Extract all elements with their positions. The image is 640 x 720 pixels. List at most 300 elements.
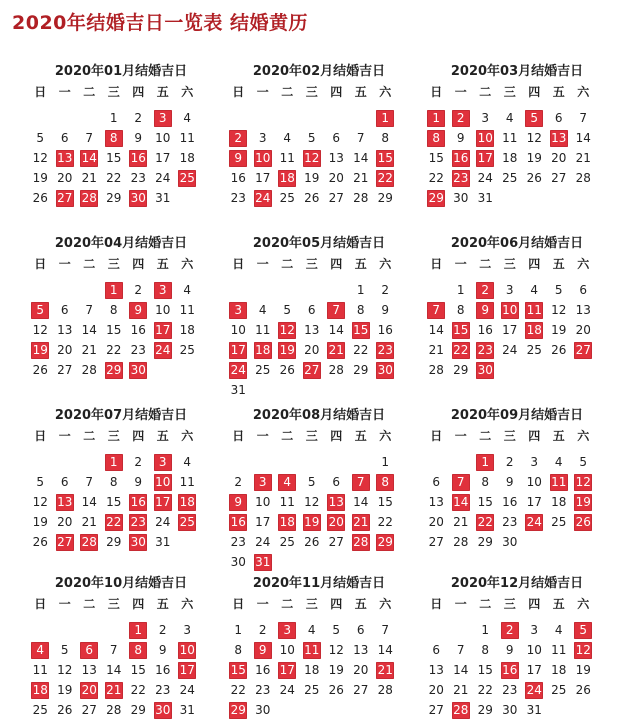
day-number: 28 [575, 170, 591, 185]
auspicious-day [175, 168, 200, 188]
auspicious-day [175, 640, 200, 660]
weekday-label: 一 [256, 85, 269, 99]
auspicious-day [473, 360, 498, 380]
weekday-label: 三 [107, 85, 120, 99]
auspicious-day [424, 128, 449, 148]
day-number: 14 [575, 130, 591, 145]
day-number: 2 [134, 454, 143, 469]
auspicious-day [226, 700, 251, 720]
day-cell [226, 680, 251, 700]
empty-cell [300, 552, 325, 572]
empty-cell [424, 452, 449, 472]
day-number: 10 [255, 494, 271, 509]
day-cell [424, 640, 449, 660]
day-number: 3 [254, 474, 272, 491]
day-number: 1 [376, 110, 394, 127]
day-cell [275, 148, 300, 168]
day-cell [175, 108, 200, 128]
day-number: 5 [525, 110, 543, 127]
month-title: 2020年04月结婚吉日 [54, 236, 188, 251]
day-cell [77, 360, 102, 380]
day-number: 4 [183, 454, 192, 469]
day-cell [151, 168, 176, 188]
weekday-label: 四 [528, 429, 541, 443]
auspicious-day [126, 188, 151, 208]
day-number: 17 [279, 662, 295, 677]
day-cell [571, 320, 596, 340]
day-cell [473, 680, 498, 700]
day-cell [275, 360, 300, 380]
day-number: 26 [279, 362, 295, 377]
weekday-label: 三 [107, 429, 120, 443]
week-row [424, 340, 610, 360]
day-cell [324, 188, 349, 208]
day-number: 23 [230, 534, 246, 549]
day-number: 24 [155, 514, 171, 529]
auspicious-day [28, 680, 53, 700]
auspicious-day [522, 300, 547, 320]
day-number: 31 [155, 190, 171, 205]
day-number: 8 [427, 130, 445, 147]
day-cell [324, 472, 349, 492]
day-cell [424, 472, 449, 492]
day-number: 7 [579, 110, 588, 125]
weekday-label: 四 [528, 597, 541, 611]
empty-cell [547, 188, 572, 208]
day-cell [28, 320, 53, 340]
day-number: 20 [328, 170, 344, 185]
day-number: 22 [106, 342, 122, 357]
day-number: 6 [60, 302, 69, 317]
day-number: 17 [255, 514, 271, 529]
day-number: 28 [328, 362, 344, 377]
day-number: 27 [57, 534, 73, 549]
week-row [226, 700, 412, 720]
day-number: 19 [575, 662, 591, 677]
day-number: 21 [81, 170, 97, 185]
day-number: 8 [129, 642, 147, 659]
week-row [28, 188, 214, 208]
day-cell [498, 148, 523, 168]
day-cell [251, 700, 276, 720]
day-number: 6 [432, 474, 441, 489]
empty-cell [324, 280, 349, 300]
day-number: 1 [105, 282, 123, 299]
weekday-label: 日 [34, 429, 47, 443]
day-cell [53, 360, 78, 380]
auspicious-day [373, 148, 398, 168]
day-cell [102, 300, 127, 320]
day-number: 31 [230, 382, 246, 397]
weekday-header [28, 426, 214, 446]
day-number: 7 [452, 474, 470, 491]
day-number: 11 [551, 642, 567, 657]
day-cell [473, 640, 498, 660]
day-cell [449, 660, 474, 680]
day-number: 16 [477, 322, 493, 337]
day-number: 5 [579, 454, 588, 469]
day-number: 30 [230, 554, 246, 569]
day-cell [102, 660, 127, 680]
day-number: 19 [551, 322, 567, 337]
day-number: 26 [32, 534, 48, 549]
day-number: 30 [130, 362, 146, 377]
day-number: 7 [327, 302, 345, 319]
day-cell [324, 320, 349, 340]
auspicious-day [77, 532, 102, 552]
week-row [28, 108, 214, 128]
day-cell [424, 512, 449, 532]
day-number: 1 [427, 110, 445, 127]
month-calendar [28, 406, 214, 552]
day-cell [102, 188, 127, 208]
day-cell [373, 452, 398, 472]
week-row [226, 148, 412, 168]
day-cell [126, 280, 151, 300]
day-cell [300, 660, 325, 680]
day-cell [77, 340, 102, 360]
day-number: 10 [155, 302, 171, 317]
day-cell [522, 492, 547, 512]
day-cell [226, 188, 251, 208]
week-row [226, 620, 412, 640]
day-number: 25 [279, 534, 295, 549]
empty-cell [349, 700, 374, 720]
weekday-label: 一 [454, 429, 467, 443]
week-row [28, 148, 214, 168]
empty-cell [28, 280, 53, 300]
day-cell [275, 532, 300, 552]
day-number: 23 [130, 514, 146, 529]
day-cell [77, 660, 102, 680]
auspicious-day [53, 148, 78, 168]
day-cell [547, 280, 572, 300]
day-number: 30 [130, 190, 146, 205]
day-grid [424, 452, 610, 552]
day-cell [424, 680, 449, 700]
day-number: 16 [230, 170, 246, 185]
day-number: 12 [57, 662, 73, 677]
empty-cell [275, 452, 300, 472]
auspicious-day [449, 168, 474, 188]
day-number: 28 [106, 702, 122, 717]
day-cell [449, 640, 474, 660]
day-cell [226, 532, 251, 552]
day-number: 1 [456, 282, 465, 297]
day-cell [102, 148, 127, 168]
day-number: 3 [258, 130, 267, 145]
day-cell [300, 300, 325, 320]
day-number: 13 [428, 494, 444, 509]
day-cell [522, 340, 547, 360]
auspicious-day [424, 188, 449, 208]
weekday-label: 一 [454, 597, 467, 611]
weekday-label: 四 [330, 85, 343, 99]
day-number: 12 [32, 322, 48, 337]
day-cell [28, 148, 53, 168]
day-cell [373, 620, 398, 640]
day-cell [28, 472, 53, 492]
empty-cell [53, 280, 78, 300]
weekday-label: 五 [354, 85, 367, 99]
empty-cell [275, 108, 300, 128]
day-cell [547, 660, 572, 680]
day-grid [28, 452, 214, 552]
empty-cell [324, 452, 349, 472]
week-row [226, 532, 412, 552]
month-title: 2020年09月结婚吉日 [450, 408, 584, 423]
week-row [226, 640, 412, 660]
day-cell [547, 340, 572, 360]
weekday-label: 六 [379, 257, 392, 271]
auspicious-day [449, 700, 474, 720]
auspicious-day [53, 492, 78, 512]
auspicious-day [324, 492, 349, 512]
auspicious-day [547, 472, 572, 492]
auspicious-day [373, 660, 398, 680]
day-number: 21 [81, 342, 97, 357]
weekday-header [424, 426, 610, 446]
week-row [424, 472, 610, 492]
auspicious-day [28, 640, 53, 660]
day-number: 23 [453, 170, 469, 185]
auspicious-day [522, 320, 547, 340]
day-number: 8 [105, 130, 123, 147]
day-number: 11 [255, 322, 271, 337]
weekday-label: 日 [430, 429, 443, 443]
day-number: 28 [377, 682, 393, 697]
day-cell [300, 620, 325, 640]
day-number: 24 [477, 170, 493, 185]
day-cell [77, 492, 102, 512]
auspicious-day [473, 128, 498, 148]
day-cell [126, 680, 151, 700]
day-number: 6 [356, 622, 365, 637]
day-cell [151, 512, 176, 532]
day-number: 19 [57, 682, 73, 697]
day-number: 26 [57, 702, 73, 717]
week-row [226, 108, 412, 128]
day-number: 8 [481, 474, 490, 489]
day-number: 21 [575, 150, 591, 165]
week-row [226, 300, 412, 320]
empty-cell [300, 700, 325, 720]
day-cell [151, 680, 176, 700]
day-number: 15 [477, 662, 493, 677]
auspicious-day [571, 492, 596, 512]
weekday-label: 二 [281, 85, 294, 99]
day-cell [77, 320, 102, 340]
day-number: 27 [328, 534, 344, 549]
day-cell [349, 360, 374, 380]
day-cell [547, 148, 572, 168]
day-number: 2 [476, 282, 494, 299]
day-cell [53, 660, 78, 680]
day-number: 14 [328, 322, 344, 337]
day-cell [28, 360, 53, 380]
day-number: 4 [505, 110, 514, 125]
auspicious-day [300, 512, 325, 532]
day-cell [175, 472, 200, 492]
day-number: 24 [230, 362, 246, 377]
day-cell [102, 472, 127, 492]
day-number: 15 [106, 150, 122, 165]
auspicious-day [151, 492, 176, 512]
auspicious-day [126, 620, 151, 640]
auspicious-day [126, 492, 151, 512]
weekday-header [226, 594, 412, 614]
auspicious-day [251, 148, 276, 168]
auspicious-day [349, 320, 374, 340]
day-number: 30 [130, 534, 146, 549]
empty-cell [449, 452, 474, 472]
auspicious-day [53, 532, 78, 552]
day-number: 22 [453, 342, 469, 357]
week-row [226, 552, 412, 572]
day-number: 20 [81, 682, 97, 697]
day-cell [449, 128, 474, 148]
day-number: 30 [453, 190, 469, 205]
day-cell [522, 128, 547, 148]
day-number: 5 [307, 130, 316, 145]
day-cell [349, 300, 374, 320]
week-row [226, 452, 412, 472]
day-number: 9 [129, 302, 147, 319]
day-cell [300, 340, 325, 360]
weekday-label: 五 [354, 597, 367, 611]
weekday-header [28, 82, 214, 102]
day-number: 5 [554, 282, 563, 297]
empty-cell [571, 360, 596, 380]
day-number: 17 [155, 150, 171, 165]
weekday-label: 六 [181, 597, 194, 611]
day-number: 9 [476, 302, 494, 319]
day-number: 28 [81, 534, 97, 549]
day-cell [151, 300, 176, 320]
day-number: 11 [32, 662, 48, 677]
auspicious-day [473, 340, 498, 360]
auspicious-day [424, 108, 449, 128]
day-number: 2 [134, 110, 143, 125]
empty-cell [226, 108, 251, 128]
day-number: 11 [179, 302, 195, 317]
day-cell [547, 452, 572, 472]
day-number: 25 [551, 514, 567, 529]
day-number: 21 [81, 514, 97, 529]
empty-cell [251, 452, 276, 472]
weekday-label: 日 [34, 85, 47, 99]
weekday-label: 一 [58, 257, 71, 271]
empty-cell [522, 532, 547, 552]
day-number: 25 [255, 362, 271, 377]
auspicious-day [102, 360, 127, 380]
day-number: 15 [353, 322, 369, 337]
day-cell [449, 188, 474, 208]
day-number: 1 [476, 454, 494, 471]
empty-cell [349, 452, 374, 472]
weekday-label: 一 [454, 85, 467, 99]
auspicious-day [151, 340, 176, 360]
day-number: 19 [304, 170, 320, 185]
day-number: 28 [453, 534, 469, 549]
week-row [424, 452, 610, 472]
day-number: 13 [81, 662, 97, 677]
weekday-label: 日 [430, 597, 443, 611]
day-number: 23 [502, 514, 518, 529]
week-row [424, 128, 610, 148]
weekday-label: 二 [479, 85, 492, 99]
day-cell [424, 320, 449, 340]
day-number: 26 [32, 362, 48, 377]
weekday-label: 四 [330, 429, 343, 443]
day-number: 15 [377, 494, 393, 509]
day-cell [449, 680, 474, 700]
day-number: 29 [230, 702, 246, 717]
day-number: 26 [304, 190, 320, 205]
day-number: 23 [230, 190, 246, 205]
day-number: 2 [158, 622, 167, 637]
month-calendar [424, 234, 610, 380]
day-number: 24 [155, 170, 171, 185]
day-cell [473, 700, 498, 720]
day-number: 10 [526, 474, 542, 489]
day-number: 2 [258, 622, 267, 637]
month-title: 2020年06月结婚吉日 [450, 236, 584, 251]
day-cell [324, 128, 349, 148]
day-number: 14 [453, 662, 469, 677]
day-cell [571, 108, 596, 128]
day-cell [77, 472, 102, 492]
day-number: 17 [155, 494, 171, 509]
weekday-header [424, 594, 610, 614]
day-cell [102, 340, 127, 360]
day-number: 9 [505, 474, 514, 489]
auspicious-day [473, 452, 498, 472]
auspicious-day [449, 148, 474, 168]
day-number: 17 [526, 662, 542, 677]
day-cell [373, 512, 398, 532]
day-number: 29 [377, 534, 393, 549]
empty-cell [28, 620, 53, 640]
auspicious-day [275, 168, 300, 188]
week-row [226, 188, 412, 208]
day-cell [522, 168, 547, 188]
day-number: 12 [328, 642, 344, 657]
day-number: 11 [526, 302, 542, 317]
week-row [28, 680, 214, 700]
day-cell [53, 320, 78, 340]
day-number: 8 [481, 642, 490, 657]
day-cell [77, 168, 102, 188]
day-cell [571, 128, 596, 148]
empty-cell [53, 108, 78, 128]
day-grid [424, 620, 610, 720]
week-row [28, 532, 214, 552]
week-row [424, 660, 610, 680]
day-cell [522, 700, 547, 720]
day-cell [571, 148, 596, 168]
auspicious-day [151, 700, 176, 720]
day-number: 8 [109, 302, 118, 317]
empty-cell [300, 108, 325, 128]
day-cell [28, 532, 53, 552]
day-cell [53, 300, 78, 320]
weekday-label: 五 [354, 257, 367, 271]
day-number: 25 [32, 702, 48, 717]
auspicious-day [473, 280, 498, 300]
week-row [28, 700, 214, 720]
day-number: 17 [155, 322, 171, 337]
